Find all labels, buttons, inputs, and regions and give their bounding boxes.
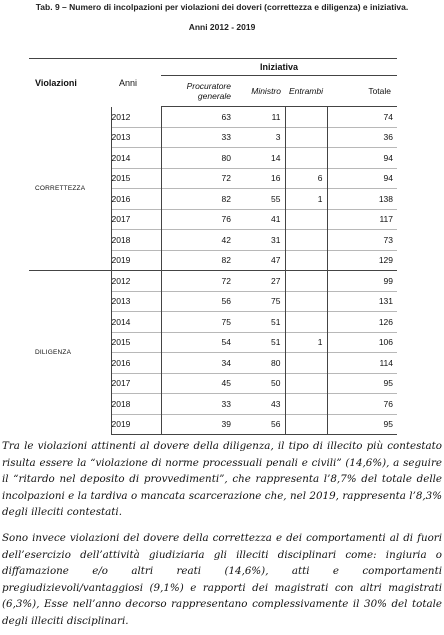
procuratore-cell: 76: [161, 209, 235, 230]
year-cell: 2017: [111, 373, 161, 394]
entrambi-cell: [285, 250, 327, 271]
procuratore-cell: 42: [161, 230, 235, 251]
table-row: [29, 271, 397, 292]
header-procuratore-line1: Procuratore: [186, 81, 231, 91]
procuratore-cell: 33: [161, 127, 235, 148]
procuratore-cell: 80: [161, 148, 235, 169]
year-cell: 2016: [111, 353, 161, 374]
year-cell: 2014: [111, 148, 161, 169]
year-cell: 2016: [111, 189, 161, 210]
header-procuratore-line2: generale: [197, 91, 231, 101]
year-cell: 2017: [111, 209, 161, 230]
header-ministro: Ministro: [235, 76, 285, 107]
header-violazioni: Violazioni: [35, 78, 77, 88]
ministro-cell: 27: [235, 271, 285, 292]
table-row: [29, 107, 397, 128]
year-cell: 2012: [111, 107, 161, 128]
ministro-cell: 41: [235, 209, 285, 230]
ministro-cell: 75: [235, 291, 285, 312]
ministro-cell: 14: [235, 148, 285, 169]
header-totale: Totale: [327, 76, 397, 107]
totale-cell: 74: [383, 111, 394, 122]
year-cell: 2015: [111, 168, 161, 189]
totale-cell: 114: [327, 353, 397, 374]
ministro-cell: 55: [235, 189, 285, 210]
entrambi-cell: 6: [285, 168, 327, 189]
totale-cell: 95: [327, 414, 397, 435]
totale-cell: 76: [327, 394, 397, 415]
ministro-cell: 11: [235, 107, 285, 128]
header-entrambi: Entrambi: [285, 76, 327, 107]
procuratore-cell: 72: [161, 271, 235, 292]
totale-cell: 36: [327, 127, 397, 148]
totale-cell: 138: [327, 189, 397, 210]
totale-cell: 99: [327, 271, 397, 292]
year-cell: 2013: [111, 291, 161, 312]
entrambi-cell: [285, 291, 327, 312]
entrambi-cell: [285, 107, 327, 128]
totale-cell: 131: [327, 291, 397, 312]
entrambi-cell: [285, 414, 327, 435]
ministro-cell: 80: [235, 353, 285, 374]
violazione-group-label: DILIGENZA: [29, 271, 111, 435]
ministro-cell: 43: [235, 394, 285, 415]
entrambi-cell: [285, 209, 327, 230]
paragraph-diligenza: Tra le violazioni attinenti al dovere della diligenza, il tipo di illecito più contestato risulta essere la “violazione di norme processuali penali e civili” (14,6%), a seguire il “ritardo nel deposito di provvedimenti”, che rappresenta l’8,7% del totale delle incolpazioni e la tardiva o mancata scarcerazione che, nel 2019, rappresenta l’8,3% degli illeciti contestati.: [2, 440, 442, 519]
totale-cell: 126: [327, 312, 397, 333]
entrambi-cell: [285, 271, 327, 292]
procuratore-cell: 56: [161, 291, 235, 312]
year-cell: 2014: [111, 312, 161, 333]
ministro-cell: 31: [235, 230, 285, 251]
ministro-cell: 3: [235, 127, 285, 148]
entrambi-cell: 1: [285, 189, 327, 210]
ministro-cell: 51: [235, 332, 285, 353]
totale-cell: 95: [327, 373, 397, 394]
year-cell: 2018: [111, 394, 161, 415]
entrambi-cell: [285, 127, 327, 148]
entrambi-cell: 1: [285, 332, 327, 353]
year-cell: 2019: [111, 414, 161, 435]
entrambi-cell: [285, 230, 327, 251]
procuratore-cell: 34: [161, 353, 235, 374]
procuratore-cell: 75: [161, 312, 235, 333]
totale-cell: 117: [327, 209, 397, 230]
procuratore-cell: 45: [161, 373, 235, 394]
totale-cell: 73: [327, 230, 397, 251]
table-subtitle: Anni 2012 - 2019: [188, 22, 256, 32]
table-title: Tab. 9 – Numero di incolpazioni per violazioni dei doveri (correttezza e diligenza) e iniziativa.: [35, 2, 409, 12]
header-iniziativa: Iniziativa: [161, 59, 397, 76]
totale-cell: 129: [327, 250, 397, 271]
entrambi-cell: [285, 312, 327, 333]
entrambi-cell: [285, 373, 327, 394]
entrambi-cell: [285, 394, 327, 415]
procuratore-cell: 39: [161, 414, 235, 435]
totale-cell: 94: [327, 148, 397, 169]
year-cell: 2015: [111, 332, 161, 353]
ministro-cell: 51: [235, 312, 285, 333]
year-cell: 2012: [111, 271, 161, 292]
procuratore-cell: 33: [161, 394, 235, 415]
incolpazioni-table: [29, 58, 397, 435]
ministro-cell: 16: [235, 168, 285, 189]
ministro-cell: 50: [235, 373, 285, 394]
violazione-group-label: CORRETTEZZA: [29, 107, 111, 271]
totale-cell: 94: [327, 168, 397, 189]
year-cell: 2019: [111, 250, 161, 271]
procuratore-cell: 72: [161, 168, 235, 189]
entrambi-cell: [285, 148, 327, 169]
paragraph-correttezza: Sono invece violazioni del dovere della correttezza e dei comportamenti al di fuori dell’esercizio dell’attività giudiziaria gli illeciti disciplinari come: ingiuria o diffamazione e/o altri reati (14,6%), atti e comportamenti pregiudizievoli/vantaggiosi (9,1%) e rapporti dei magistrati con altri magistrati (6,3%), Esse nell’anno decorso rappresentano complessivamente il 30% del totale degli illeciti disciplinari.: [2, 532, 442, 627]
ministro-cell: 56: [235, 414, 285, 435]
procuratore-cell: 82: [161, 189, 235, 210]
header-procuratore: [161, 76, 235, 107]
year-cell: 2013: [111, 127, 161, 148]
ministro-cell: 47: [235, 250, 285, 271]
procuratore-cell: 82: [161, 250, 235, 271]
procuratore-cell: 63: [221, 111, 231, 122]
year-cell: 2018: [111, 230, 161, 251]
procuratore-cell: 54: [161, 332, 235, 353]
header-anni: Anni: [119, 78, 138, 88]
totale-cell: 106: [327, 332, 397, 353]
entrambi-cell: [285, 353, 327, 374]
